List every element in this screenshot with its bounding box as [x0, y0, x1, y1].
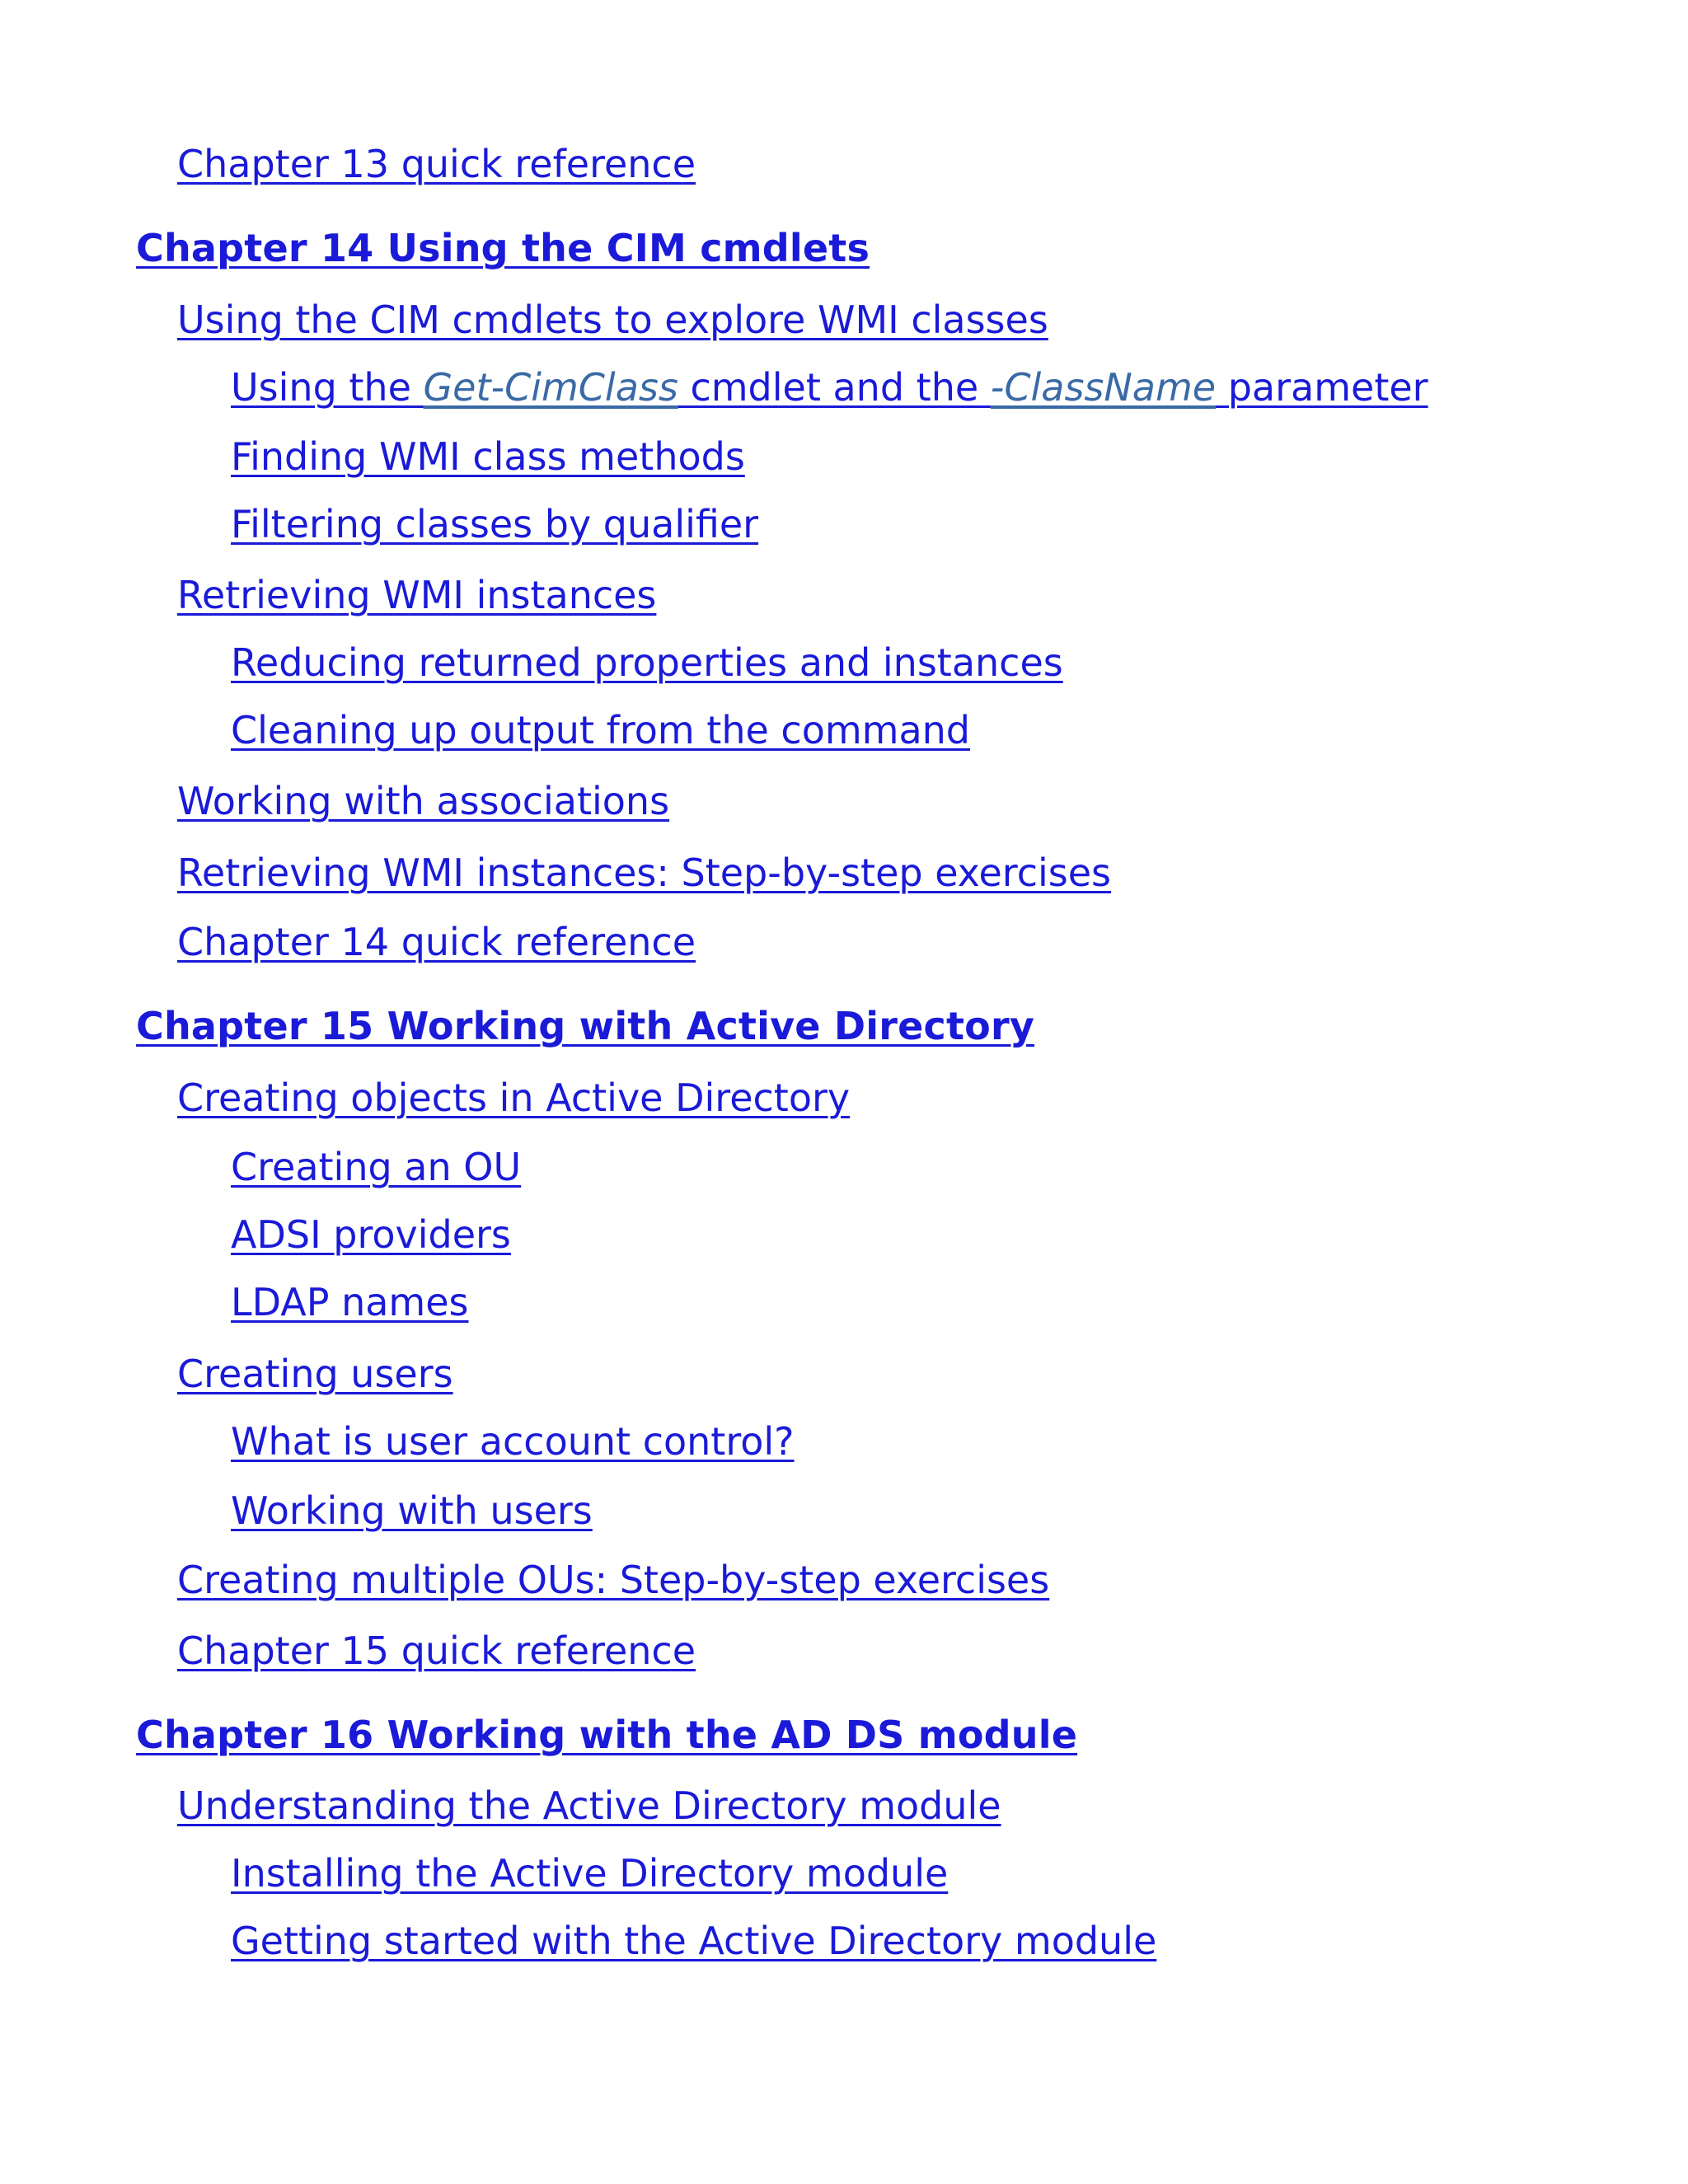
code-term-get-cimclass: Get-CimClass	[423, 365, 678, 410]
toc-link-finding-methods[interactable]: Finding WMI class methods	[231, 434, 745, 479]
toc-link-adsi-providers[interactable]: ADSI providers	[231, 1212, 511, 1257]
toc-link-creating-users[interactable]: Creating users	[177, 1352, 453, 1396]
toc-link-get-cimclass[interactable]	[231, 365, 1428, 410]
toc-link-cleaning-output[interactable]: Cleaning up output from the command	[231, 708, 970, 752]
toc-link-associations[interactable]: Working with associations	[177, 779, 670, 823]
toc-link-retrieving-instances[interactable]: Retrieving WMI instances	[177, 573, 657, 617]
toc-link-ch14-exercises[interactable]: Retrieving WMI instances: Step-by-step exercises	[177, 851, 1111, 895]
toc-link-reducing-properties[interactable]: Reducing returned properties and instances	[231, 640, 1063, 685]
toc-link-chapter-16[interactable]: Chapter 16 Working with the AD DS module	[136, 1713, 1078, 1757]
toc-link-creating-ou[interactable]: Creating an OU	[231, 1145, 522, 1189]
toc-link-ldap-names[interactable]: LDAP names	[231, 1280, 469, 1324]
toc-link-installing-ad-module[interactable]: Installing the Active Directory module	[231, 1851, 949, 1896]
toc-link-explore-wmi-classes[interactable]: Using the CIM cmdlets to explore WMI classes	[177, 298, 1048, 342]
toc-link-chapter-15[interactable]: Chapter 15 Working with Active Directory	[136, 1004, 1035, 1048]
toc-link-understanding-ad-module[interactable]: Understanding the Active Directory module	[177, 1783, 1001, 1828]
toc-link-ch14-quick-reference[interactable]: Chapter 14 quick reference	[177, 920, 696, 964]
toc-link-ch15-exercises[interactable]: Creating multiple OUs: Step-by-step exercises	[177, 1558, 1050, 1602]
toc-link-user-account-control[interactable]: What is user account control?	[231, 1419, 795, 1464]
toc-text: parameter	[1216, 365, 1428, 410]
toc-link-chapter-14[interactable]: Chapter 14 Using the CIM cmdlets	[136, 226, 870, 270]
toc-link-creating-objects[interactable]: Creating objects in Active Directory	[177, 1076, 851, 1120]
toc-link-ch13-quick-reference[interactable]: Chapter 13 quick reference	[177, 142, 696, 186]
toc-text: cmdlet and the	[678, 365, 991, 410]
toc-link-working-with-users[interactable]: Working with users	[231, 1488, 593, 1533]
toc-link-getting-started-ad-module[interactable]: Getting started with the Active Directory module	[231, 1919, 1157, 1963]
toc-link-filtering-classes[interactable]: Filtering classes by qualifier	[231, 502, 759, 546]
toc-link-ch15-quick-reference[interactable]: Chapter 15 quick reference	[177, 1629, 696, 1673]
code-term-classname: -ClassName	[990, 365, 1217, 410]
toc-text: Using the	[231, 365, 424, 410]
